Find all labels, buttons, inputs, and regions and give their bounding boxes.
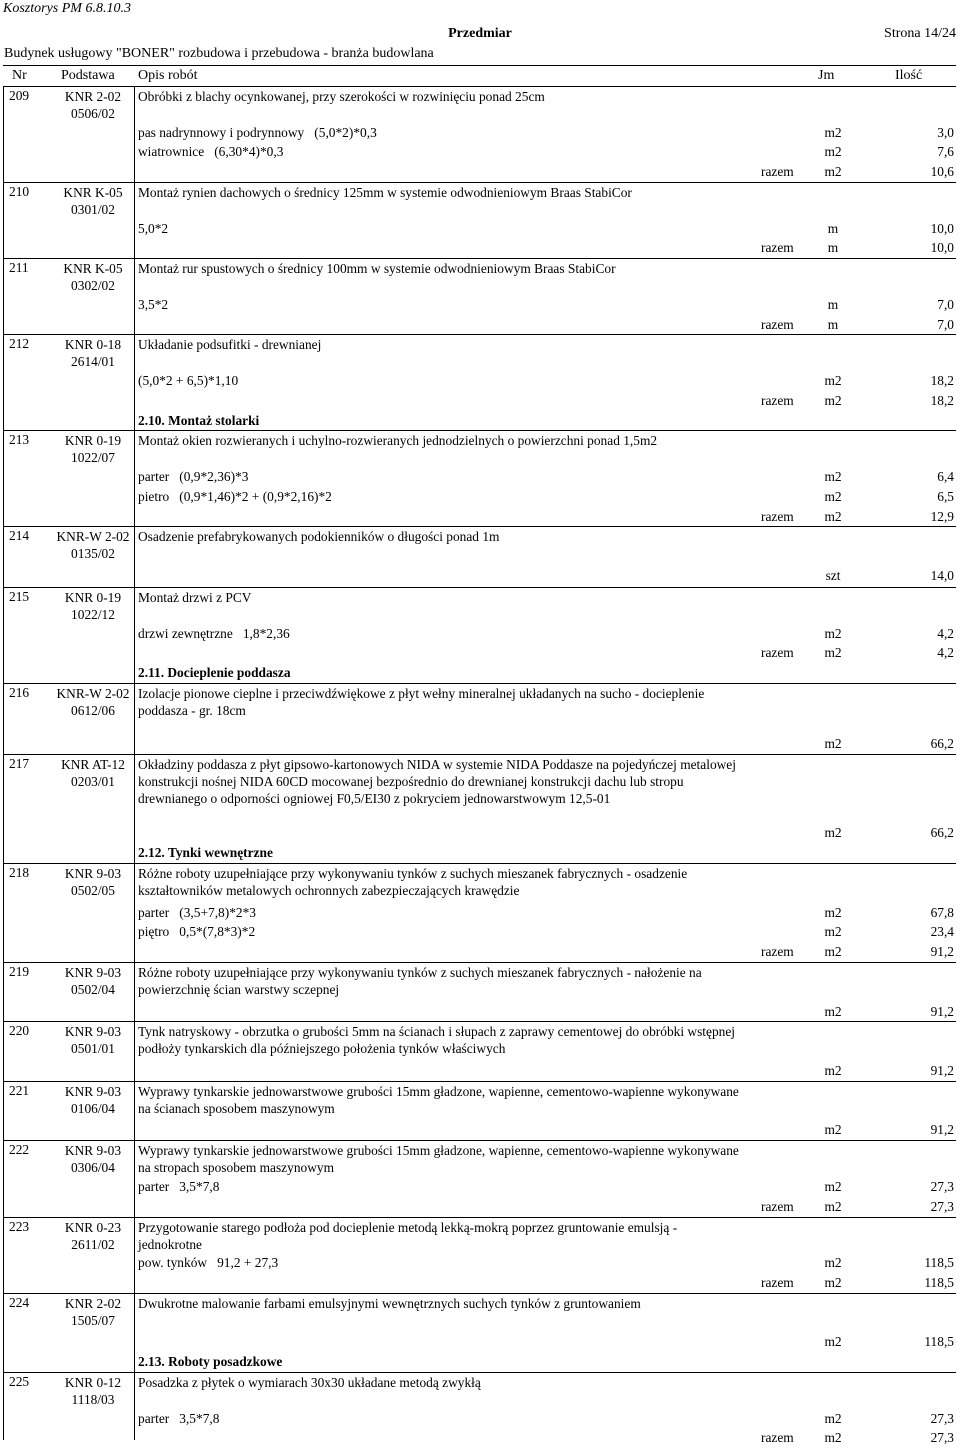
item-number: 219 — [9, 964, 30, 980]
item-number: 217 — [9, 756, 30, 772]
unit-value: m2 — [824, 1430, 842, 1446]
section-title: 2.13. Roboty posadzkowe — [138, 1354, 283, 1370]
column-header-unit: Jm — [818, 68, 835, 83]
description-text — [138, 1374, 763, 1391]
quantity-value: 10,0 — [930, 220, 954, 236]
unit-value: m2 — [824, 625, 842, 641]
calculation-line — [3, 1002, 956, 1022]
unit-value: m2 — [824, 508, 842, 524]
calculation-formula: pas nadrynnowy i podrynnowy (5,0*2)*0,3 — [138, 124, 377, 140]
app-title: Kosztorys PM 6.8.10.3 — [3, 1, 131, 16]
calculation-line — [3, 1061, 956, 1081]
item-description — [3, 963, 956, 1002]
description-line: Posadzka z płytek o wymiarach 30x30 układane metodą zwykłą — [138, 1374, 481, 1390]
description-line: na stropach sposobem maszynowym — [138, 1160, 334, 1176]
quantity-value: 6,4 — [937, 469, 954, 485]
page-number: Strona 14/24 — [884, 26, 956, 41]
subtotal-line — [3, 942, 956, 962]
subtotal-label: razem — [761, 1430, 794, 1446]
unit-value: m2 — [824, 825, 842, 841]
item-description — [3, 259, 956, 295]
subtotal-label: razem — [761, 645, 794, 661]
quantity-value: 66,2 — [930, 825, 954, 841]
description-text — [138, 260, 763, 277]
unit-value: m2 — [824, 1003, 842, 1019]
estimate-item — [3, 527, 956, 587]
subtotal-line — [3, 507, 956, 527]
description-line: Przygotowanie starego podłoża pod docieplenie metodą lekką-mokrą poprzez gruntowanie emulsją - — [138, 1219, 678, 1235]
calculation-line — [3, 734, 956, 754]
quantity-value: 27,3 — [930, 1410, 954, 1426]
item-description — [3, 183, 956, 219]
calculation-line — [3, 123, 956, 143]
item-description — [3, 335, 956, 371]
base-code-line: 1022/12 — [71, 606, 115, 622]
calculation-line — [3, 487, 956, 507]
base-code-line: KNR AT-12 — [61, 757, 125, 773]
quantity-value: 27,3 — [930, 1178, 954, 1194]
item-number: 214 — [9, 528, 30, 544]
quantity-value: 4,2 — [937, 625, 954, 641]
calculation-formula: pow. tynków 91,2 + 27,3 — [138, 1255, 279, 1271]
subtotal-label: razem — [761, 508, 794, 524]
base-code-line: KNR K-05 — [63, 185, 123, 201]
item-description — [3, 87, 956, 123]
item-number: 216 — [9, 684, 30, 700]
estimate-item — [3, 755, 956, 864]
description-text — [138, 1295, 763, 1312]
subtotal-label: razem — [761, 944, 794, 960]
base-code-line: 0135/02 — [71, 546, 115, 562]
item-number: 209 — [9, 88, 30, 103]
quantity-value: 91,2 — [930, 1063, 954, 1079]
quantity-value: 3,0 — [937, 124, 954, 140]
description-line: Wyprawy tynkarskie jednowarstwowe grubości 15mm gładzone, wapienne, cementowo-wapienne wykonywane — [138, 1143, 739, 1159]
base-code-line: 0302/02 — [71, 278, 115, 294]
quantity-value: 14,0 — [930, 568, 954, 584]
description-line: Obróbki z blachy ocynkowanej, przy szerokości w rozwinięciu ponad 25cm — [138, 89, 545, 104]
quantity-value: 7,0 — [937, 296, 954, 312]
unit-value: m2 — [824, 1198, 842, 1214]
item-description — [3, 864, 956, 903]
base-code-line: KNR 0-12 — [64, 1374, 122, 1390]
calculation-formula: 5,0*2 — [138, 220, 169, 236]
description-line: Osadzenie prefabrykowanych podokienników o długości ponad 1m — [138, 529, 500, 545]
subtotal-line — [3, 162, 956, 182]
base-code-line: 1118/03 — [71, 1391, 115, 1407]
description-text — [138, 1142, 763, 1176]
subtotal-line — [3, 1197, 956, 1217]
document-title: Przedmiar — [448, 26, 512, 41]
unit-value: m2 — [824, 1178, 842, 1194]
item-description — [3, 527, 956, 566]
item-description — [3, 1294, 956, 1333]
project-name: Budynek usługowy "BONER" rozbudowa i przebudowa - branża budowlana — [4, 46, 434, 61]
quantity-value: 10,0 — [930, 240, 954, 256]
base-code-line: 0501/01 — [71, 1041, 115, 1057]
section-heading — [3, 843, 956, 863]
item-number: 221 — [9, 1082, 30, 1098]
base-code-line: 0203/01 — [71, 774, 115, 790]
quantity-value: 27,3 — [930, 1198, 954, 1214]
column-header-quantity: Ilość — [895, 68, 923, 83]
quantity-value: 66,2 — [930, 736, 954, 752]
base-code-line: KNR 9-03 — [64, 1024, 122, 1040]
base-code-line: KNR 9-03 — [64, 1083, 122, 1099]
item-number: 224 — [9, 1294, 30, 1310]
item-description — [3, 684, 956, 734]
estimate-item — [3, 1141, 956, 1217]
subtotal-label: razem — [761, 1274, 794, 1290]
unit-value: m2 — [824, 645, 842, 661]
description-line: Montaż rur spustowych o średnicy 100mm w systemie odwodnieniowym Braas StabiCor — [138, 261, 616, 277]
header-top-rule — [3, 65, 956, 66]
description-line: na ścianach sposobem maszynowym — [138, 1100, 335, 1116]
estimate-item — [3, 1082, 956, 1141]
estimate-item — [3, 588, 956, 684]
unit-value: m — [827, 240, 839, 256]
calculation-formula: drzwi zewnętrzne 1,8*2,36 — [138, 625, 290, 641]
estimate-item — [3, 1294, 956, 1373]
unit-value: m2 — [824, 1255, 842, 1271]
base-code-line: KNR 9-03 — [64, 1143, 122, 1159]
calculation-line — [3, 371, 956, 391]
description-line: drewnianego o odporności ogniowej F0,5/EI30 z pokryciem jednowarstwowym 12,5-01 — [138, 791, 611, 807]
description-line: Izolacje pionowe cieplne i przeciwdźwiękowe z płyt wełny mineralnej układanych na sucho - docieplenie — [138, 685, 705, 701]
base-code-line: KNR K-05 — [63, 261, 123, 277]
item-description — [3, 1141, 956, 1177]
calculation-line — [3, 922, 956, 942]
quantity-value: 7,0 — [937, 316, 954, 332]
estimate-item — [3, 183, 956, 259]
unit-value: m2 — [824, 904, 842, 920]
subtotal-label: razem — [761, 240, 794, 256]
description-line: Tynk natryskowy - obrzutka o grubości 5mm na ścianach i słupach z zaprawy cementowej do obróbki wstępnej — [138, 1024, 736, 1040]
base-code-line: 0306/04 — [71, 1160, 115, 1176]
quantity-value: 91,2 — [930, 1122, 954, 1138]
calculation-formula: pietro (0,9*1,46)*2 + (0,9*2,16)*2 — [138, 488, 332, 504]
section-title: 2.11. Docieplenie poddasza — [138, 665, 291, 681]
estimate-item — [3, 684, 956, 755]
section-heading — [3, 663, 956, 683]
subtotal-line — [3, 643, 956, 663]
description-line: Wyprawy tynkarskie jednowarstwowe grubości 15mm gładzone, wapienne, cementowo-wapienne wykonywane — [138, 1083, 739, 1099]
unit-value: m2 — [824, 144, 842, 160]
subtotal-label: razem — [761, 1198, 794, 1214]
item-number: 218 — [9, 865, 30, 881]
item-description — [3, 1373, 956, 1409]
base-code-line: 0502/04 — [71, 982, 115, 998]
subtotal-line — [3, 238, 956, 258]
description-line: Układanie podsufitki - drewnianej — [138, 337, 322, 353]
subtotal-line — [3, 1273, 956, 1293]
item-number: 225 — [9, 1373, 30, 1389]
description-line: powierzchnię ścian warstwy sczepnej — [138, 982, 340, 998]
subtotal-line — [3, 391, 956, 411]
estimate-item — [3, 1218, 956, 1294]
unit-value: m2 — [824, 1334, 842, 1350]
description-text — [138, 432, 763, 449]
description-text — [138, 964, 763, 998]
quantity-value: 23,4 — [930, 924, 954, 940]
item-description — [3, 755, 956, 823]
estimate-item — [3, 335, 956, 431]
subtotal-label: razem — [761, 392, 794, 408]
description-text — [138, 184, 763, 201]
item-number: 213 — [9, 432, 30, 448]
subtotal-line — [3, 1428, 956, 1448]
unit-value: m — [827, 296, 839, 312]
quantity-value: 18,2 — [930, 373, 954, 389]
description-line: Różne roboty uzupełniające przy wykonywaniu tynków z suchych mieszanek fabrycznych - osadzenie — [138, 866, 688, 882]
base-code-line: KNR-W 2-02 — [56, 529, 130, 545]
unit-value: m2 — [824, 124, 842, 140]
quantity-value: 118,5 — [924, 1255, 954, 1271]
description-text — [138, 1219, 763, 1253]
base-code-line: KNR 0-19 — [64, 589, 122, 605]
unit-value: m2 — [824, 1063, 842, 1079]
calculation-line — [3, 624, 956, 644]
description-text — [138, 685, 763, 719]
item-number: 210 — [9, 184, 30, 200]
quantity-value: 27,3 — [930, 1430, 954, 1446]
section-heading — [3, 1352, 956, 1372]
calculation-line — [3, 219, 956, 239]
description-line: Montaż drzwi z PCV — [138, 589, 252, 605]
calculation-line — [3, 1120, 956, 1140]
estimate-item — [3, 259, 956, 335]
base-code-line: KNR 2-02 — [64, 89, 122, 104]
calculation-line — [3, 1409, 956, 1429]
estimate-table — [3, 87, 956, 1448]
base-code-line: 1022/07 — [71, 450, 115, 466]
unit-value: m2 — [824, 1274, 842, 1290]
quantity-value: 7,6 — [937, 144, 954, 160]
calculation-line — [3, 295, 956, 315]
calculation-line — [3, 566, 956, 587]
description-line: Montaż okien rozwieranych i uchylno-rozwieranych jednodzielnych o powierzchni ponad 1,5m2 — [138, 433, 658, 449]
calculation-formula: parter (3,5+7,8)*2*3 — [138, 904, 256, 920]
description-text — [138, 865, 763, 899]
calculation-line — [3, 467, 956, 487]
quantity-value: 118,5 — [924, 1334, 954, 1350]
unit-value: m2 — [824, 1410, 842, 1426]
description-line: Dwukrotne malowanie farbami emulsyjnymi wewnętrznych suchych tynków z gruntowaniem — [138, 1295, 641, 1311]
calculation-line — [3, 1332, 956, 1352]
description-line: podłoży tynkarskich dla późniejszego położenia tynków właściwych — [138, 1041, 506, 1057]
base-code-line: 1505/07 — [71, 1312, 115, 1328]
quantity-value: 12,9 — [930, 508, 954, 524]
calculation-formula: parter 3,5*7,8 — [138, 1410, 220, 1426]
description-text — [138, 88, 763, 105]
unit-value: m — [827, 316, 839, 332]
base-code-line: KNR 9-03 — [64, 965, 122, 981]
estimate-item — [3, 864, 956, 963]
calculation-formula: wiatrownice (6,30*4)*0,3 — [138, 144, 284, 160]
subtotal-line — [3, 315, 956, 335]
description-text — [138, 336, 763, 353]
unit-value: m2 — [824, 373, 842, 389]
estimate-item — [3, 431, 956, 527]
base-code-line: 0506/02 — [71, 106, 115, 121]
description-line: Różne roboty uzupełniające przy wykonywaniu tynków z suchych mieszanek fabrycznych - nałożenie na — [138, 965, 702, 981]
description-line: Montaż rynien dachowych o średnicy 125mm w systemie odwodnieniowym Braas StabiCor — [138, 185, 632, 201]
calculation-line — [3, 823, 956, 843]
item-description — [3, 1022, 956, 1061]
description-text — [138, 1023, 763, 1057]
item-description — [3, 431, 956, 467]
unit-value: m2 — [824, 924, 842, 940]
unit-value: szt — [825, 568, 841, 584]
column-header-description: Opis robót — [138, 68, 198, 83]
estimate-item — [3, 1373, 956, 1448]
unit-value: m2 — [824, 164, 842, 180]
estimate-item — [3, 87, 956, 183]
description-line: konstrukcji nośnej NIDA 60CD mocowanej bezpośrednio do drewnianej konstrukcji dachu lub stropu — [138, 774, 684, 790]
calculation-formula: parter 3,5*7,8 — [138, 1178, 220, 1194]
item-number: 211 — [9, 260, 29, 276]
base-code-line: KNR 0-23 — [64, 1219, 122, 1235]
estimate-item — [3, 1022, 956, 1081]
calculation-formula: 3,5*2 — [138, 296, 169, 312]
unit-value: m2 — [824, 1122, 842, 1138]
subtotal-label: razem — [761, 164, 794, 180]
description-line: poddasza - gr. 18cm — [138, 702, 246, 718]
column-header-base: Podstawa — [61, 68, 115, 83]
unit-value: m2 — [824, 392, 842, 408]
description-text — [138, 528, 763, 545]
quantity-value: 67,8 — [930, 904, 954, 920]
item-description — [3, 588, 956, 624]
item-description — [3, 1218, 956, 1254]
base-code-line: KNR 2-02 — [64, 1295, 122, 1311]
quantity-value: 4,2 — [937, 645, 954, 661]
description-text — [138, 756, 763, 807]
calculation-line — [3, 142, 956, 162]
calculation-formula: parter (0,9*2,36)*3 — [138, 469, 249, 485]
quantity-value: 10,6 — [930, 164, 954, 180]
base-code-line: 0106/04 — [71, 1100, 115, 1116]
quantity-value: 118,5 — [924, 1274, 954, 1290]
quantity-value: 18,2 — [930, 392, 954, 408]
description-line: jednokrotne — [138, 1236, 202, 1252]
base-code-line: 0301/02 — [71, 202, 115, 218]
calculation-line — [3, 1177, 956, 1197]
item-number: 220 — [9, 1023, 30, 1039]
description-text — [138, 1083, 763, 1117]
description-line: Okładziny poddasza z płyt gipsowo-kartonowych NIDA w systemie NIDA Poddasze na pojedyńczej metalowej — [138, 757, 736, 773]
unit-value: m2 — [824, 944, 842, 960]
item-number: 212 — [9, 336, 30, 352]
calculation-formula: piętro 0,5*(7,8*3)*2 — [138, 924, 256, 940]
subtotal-label: razem — [761, 316, 794, 332]
unit-value: m2 — [824, 488, 842, 504]
unit-value: m2 — [824, 736, 842, 752]
quantity-value: 91,2 — [930, 1003, 954, 1019]
base-code-line: 0612/06 — [71, 702, 115, 718]
description-text — [138, 589, 763, 606]
estimate-item — [3, 963, 956, 1022]
base-code-line: KNR 9-03 — [64, 866, 122, 882]
section-title: 2.12. Tynki wewnętrzne — [138, 845, 273, 861]
item-number: 215 — [9, 588, 30, 604]
unit-value: m2 — [824, 469, 842, 485]
quantity-value: 6,5 — [937, 488, 954, 504]
calculation-formula: (5,0*2 + 6,5)*1,10 — [138, 373, 239, 389]
quantity-value: 91,2 — [930, 944, 954, 960]
section-title: 2.10. Montaż stolarki — [138, 412, 260, 428]
base-code-line: KNR 0-18 — [64, 337, 122, 353]
item-number: 222 — [9, 1142, 30, 1158]
column-header-nr: Nr — [12, 68, 27, 83]
item-description — [3, 1082, 956, 1121]
unit-value: m — [827, 220, 839, 236]
base-code-line: 0502/05 — [71, 883, 115, 899]
base-code-line: KNR-W 2-02 — [56, 685, 130, 701]
calculation-line — [3, 903, 956, 923]
base-code-line: KNR 0-19 — [64, 433, 122, 449]
section-heading — [3, 411, 956, 431]
base-code-line: 2614/01 — [71, 354, 115, 370]
item-number: 223 — [9, 1218, 30, 1234]
base-code-line: 2611/02 — [71, 1236, 115, 1252]
calculation-line — [3, 1253, 956, 1273]
description-line: kształtowników metalowych ochronnych zabezpieczających krawędzie — [138, 883, 520, 899]
